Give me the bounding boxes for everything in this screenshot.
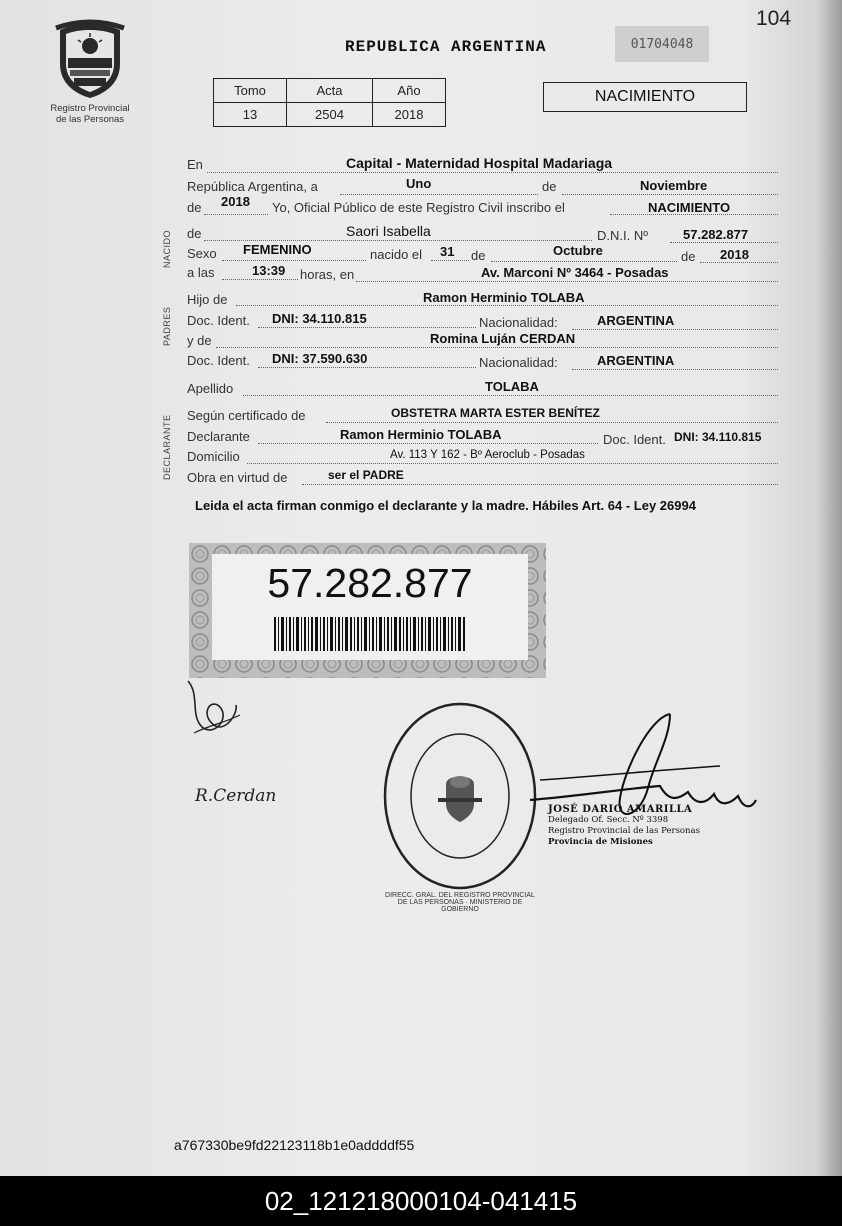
label-doc-ident: Doc. Ident. [187, 353, 250, 368]
dotted-line [572, 329, 778, 330]
dotted-line [491, 261, 677, 262]
field-declarant-doc: DNI: 34.110.815 [674, 430, 762, 444]
dni-stamp-number: 57.282.877 [267, 560, 473, 606]
field-day-text: Uno [406, 176, 432, 191]
document-hash: a767330be9fd22123118b1e0addddf55 [174, 1137, 415, 1153]
mother-signature: R.Cerdan [195, 786, 277, 806]
document-title: REPUBLICA ARGENTINA [345, 38, 547, 56]
dotted-line [670, 242, 778, 243]
official-signature-block [548, 804, 728, 848]
footer-id-bar: 02_121218000104-041415 [0, 1176, 842, 1226]
dotted-line [258, 367, 476, 368]
logo-caption-line: Registro Provincial [50, 103, 130, 114]
field-birth-year: 2018 [720, 247, 749, 262]
dotted-line [356, 281, 778, 282]
dotted-line [222, 260, 366, 261]
dotted-line [302, 484, 778, 485]
field-birth-day: 31 [440, 244, 455, 259]
dotted-line [216, 347, 778, 348]
register-table [213, 78, 446, 127]
label-domicilio: Domicilio [187, 449, 240, 464]
dotted-line [204, 240, 592, 241]
label-de-birth-year: de [681, 249, 696, 264]
declarant-signature [180, 675, 248, 743]
field-month-text: Noviembre [640, 178, 708, 193]
field-year: 2018 [221, 194, 250, 209]
official-role: Delegado Of. Secc. Nº 3398 [548, 815, 669, 825]
official-name: JOSÉ DARIO AMARILLA [548, 804, 693, 815]
label-republica: República Argentina, a [187, 179, 318, 194]
dotted-line [243, 395, 778, 396]
field-surname: TOLABA [485, 379, 539, 394]
register-value-cell: 2018 [373, 103, 446, 127]
field-mother-doc: DNI: 37.590.630 [272, 351, 368, 366]
field-by-virtue: ser el PADRE [328, 468, 404, 482]
register-value-row [214, 103, 446, 127]
field-dni: 57.282.877 [683, 227, 749, 242]
official-province: Provincia de Misiones [548, 837, 653, 847]
register-header-row [214, 79, 446, 103]
dotted-line [340, 194, 538, 195]
official-org: Registro Provincial de las Personas [548, 826, 700, 836]
label-doc-ident: Doc. Ident. [187, 313, 250, 328]
dotted-line [700, 262, 778, 263]
official-seal [380, 700, 540, 892]
field-birth-address: Av. Marconi Nº 3464 - Posadas [481, 265, 669, 280]
section-label-nacido: NACIDO [162, 229, 172, 268]
dotted-line [258, 327, 476, 328]
provincial-coat-of-arms-logo [50, 18, 130, 100]
field-sex: FEMENINO [243, 242, 312, 257]
section-label-padres: PADRES [162, 306, 172, 346]
register-header-cell: Tomo [214, 79, 287, 103]
label-de: de [542, 179, 557, 194]
field-inscribe: NACIMIENTO [648, 200, 731, 215]
section-label-declarante: DECLARANTE [162, 414, 172, 480]
logo-caption [36, 103, 144, 125]
field-certificate: OBSTETRA MARTA ESTER BENÍTEZ [391, 406, 600, 420]
dotted-line [222, 279, 298, 280]
field-name: Saori Isabella [346, 223, 431, 239]
dotted-line [326, 422, 778, 423]
field-declarant: Ramon Herminio TOLABA [340, 427, 502, 442]
field-birth-time: 13:39 [252, 263, 286, 278]
label-nacido-el: nacido el [370, 247, 423, 262]
label-de-month: de [471, 248, 486, 263]
register-value-cell: 2504 [287, 103, 373, 127]
label-en: En [187, 157, 203, 172]
dotted-line [236, 305, 778, 306]
label-hijo-de: Hijo de [187, 292, 228, 307]
logo-caption-line: de las Personas [55, 114, 125, 125]
label-de-year: de [187, 200, 202, 215]
field-mother-nationality: ARGENTINA [597, 353, 675, 368]
dotted-line [204, 214, 268, 215]
label-obra: Obra en virtud de [187, 470, 288, 485]
dotted-line [258, 443, 598, 444]
page-number: 104 [756, 7, 792, 30]
act-type-box: NACIMIENTO [543, 82, 747, 112]
label-doc-ident: Doc. Ident. [603, 432, 666, 447]
field-birth-month: Octubre [553, 243, 603, 258]
seal-caption: DIRECC. GRAL. DEL REGISTRO PROVINCIAL DE LAS PERSONAS · MINISTERIO DE GOBIERNO [385, 892, 535, 913]
label-de-name: de [187, 226, 202, 241]
field-father-name: Ramon Herminio TOLABA [423, 290, 585, 305]
label-horas-en: horas, en [300, 267, 355, 282]
serial-number: 01704048 [615, 26, 709, 62]
dotted-line [247, 463, 778, 464]
label-nacionalidad: Nacionalidad: [479, 315, 558, 330]
label-declarante: Declarante [187, 429, 250, 444]
field-address: Av. 113 Y 162 - Bº Aeroclub - Posadas [390, 449, 585, 461]
closing-text: Leida el acta firman conmigo el declarante y la madre. Hábiles Art. 64 - Ley 26994 [195, 498, 696, 513]
barcode [272, 617, 468, 651]
dotted-line [207, 172, 778, 173]
label-apellido: Apellido [187, 381, 234, 396]
dotted-line [572, 369, 778, 370]
field-place: Capital - Maternidad Hospital Madariaga [346, 155, 613, 171]
label-segun: Según certificado de [187, 408, 306, 423]
register-value-cell: 13 [214, 103, 287, 127]
field-mother-name: Romina Luján CERDAN [430, 331, 576, 346]
label-a-las: a las [187, 265, 215, 280]
field-father-nationality: ARGENTINA [597, 313, 675, 328]
label-nacionalidad: Nacionalidad: [479, 355, 558, 370]
dotted-line [562, 194, 778, 195]
label-yo: Yo, Oficial Público de este Registro Civil inscribo el [272, 200, 565, 215]
register-header-cell: Acta [287, 79, 373, 103]
label-dni: D.N.I. Nº [597, 228, 648, 243]
dotted-line [431, 260, 469, 261]
label-sexo: Sexo [187, 246, 217, 261]
label-y-de: y de [187, 333, 212, 348]
field-father-doc: DNI: 34.110.815 [272, 311, 367, 326]
register-header-cell: Año [373, 79, 446, 103]
